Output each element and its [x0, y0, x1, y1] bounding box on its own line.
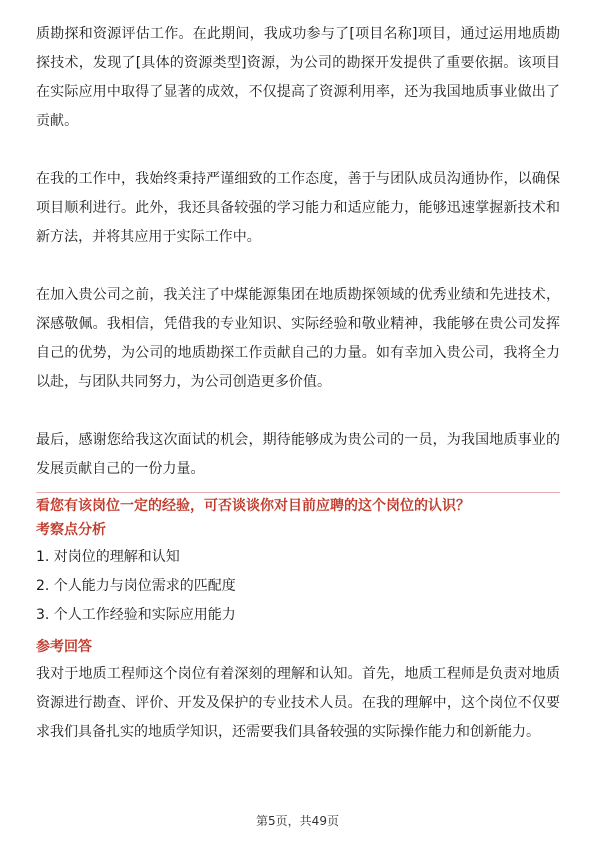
reference-answer: 我对于地质工程师这个岗位有着深刻的理解和认知。首先，地质工程师是负责对地质资源进行勘查、评价、开发及保护的专业技术人员。在我的理解中，这个岗位不仅要求我们具备扎实的地质学知识，还需要我们具备较强的实际操作能力和创新能力。 — [36, 666, 560, 740]
reference-heading: 参考回答 — [36, 639, 92, 655]
analysis-heading: 考察点分析 — [36, 522, 106, 538]
list-item: 3. 个人工作经验和实际应用能力 — [36, 607, 236, 623]
page-number: 第5页，共49页 — [256, 814, 339, 828]
list-item: 1. 对岗位的理解和认知 — [36, 549, 180, 565]
interview-question: 看您有该岗位一定的经验，可否谈谈你对目前应聘的这个岗位的认识？ — [36, 498, 470, 514]
analysis-list — [36, 543, 560, 630]
paragraph-2: 在我的工作中，我始终秉持严谨细致的工作态度，善于与团队成员沟通协作，以确保项目顺利进行。此外，我还具备较强的学习能力和适应能力，能够迅速掌握新技术和新方法，并将其应用于实际工作中。 — [36, 171, 560, 245]
list-item: 2. 个人能力与岗位需求的匹配度 — [36, 578, 236, 594]
document-page — [36, 20, 560, 747]
paragraph-4: 最后，感谢您给我这次面试的机会，期待能够成为贵公司的一员，为我国地质事业的发展贡献自己的一份力量。 — [36, 432, 560, 477]
paragraph-3: 在加入贵公司之前，我关注了中煤能源集团在地质勘探领域的优秀业绩和先进技术，深感敬佩。我相信，凭借我的专业知识、实际经验和敬业精神，我能够在贵公司发挥自己的优势，为公司的地质勘探工作贡献自己的力量。如有幸加入贵公司，我将全力以赴，与团队共同努力，为公司创造更多价值。 — [36, 287, 560, 390]
section-divider — [36, 492, 560, 493]
paragraph-1: 质勘探和资源评估工作。在此期间，我成功参与了[项目名称]项目，通过运用地质勘探技术，发现了[具体的资源类型]资源，为公司的勘探开发提供了重要依据。该项目在实际应用中取得了显著的成效，不仅提高了资源利用率，还为我国地质事业做出了贡献。 — [36, 26, 560, 129]
